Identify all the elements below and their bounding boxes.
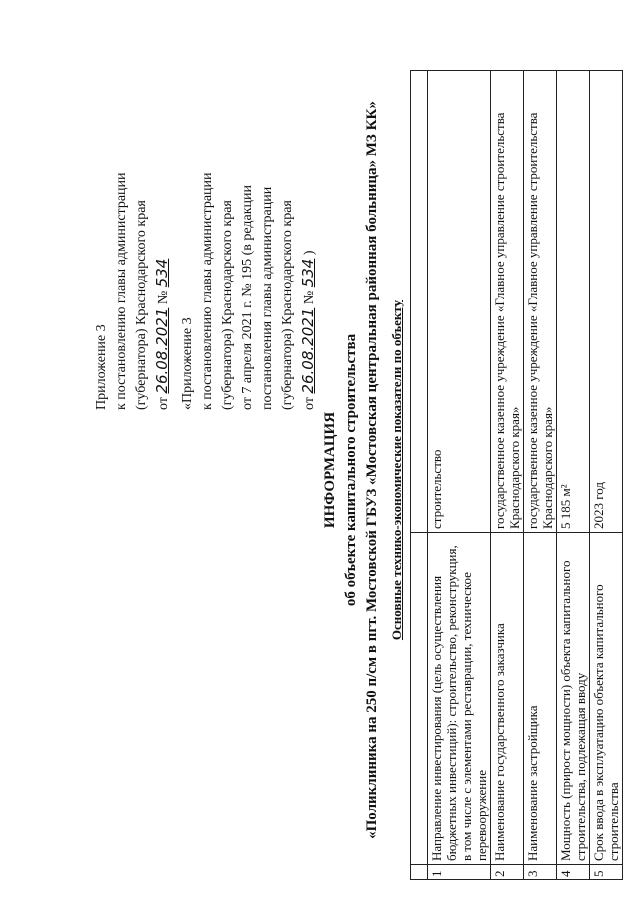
row-indicator: Мощность (прирост мощности) объекта капитального строительства, подлежащая вводу: [557, 533, 590, 865]
appendix-number-handwritten: 534: [153, 258, 171, 288]
table-row: [428, 71, 491, 880]
row-indicator: Направление инвестирования (цель осуществления бюджетных инвестиций): строительство, реконструкция, в том числе с элементами реставрации, техническое перевооружение: [428, 533, 491, 865]
appendix-title: Приложение 3: [94, 324, 109, 410]
quoted-appendix-line-4: постановления главы администрации: [260, 186, 275, 410]
heading-line-2: об объекте капитального строительства: [343, 333, 359, 607]
row-number: 3: [524, 865, 557, 880]
appendix-block: [92, 172, 174, 410]
table-row: [524, 71, 557, 880]
appendix-line-1: к постановлению главы администрации: [114, 172, 129, 410]
heading-line-3: «Поликлиника на 250 п/см в пгт. Мостовской ГБУЗ «Мостовская центральная районная больница» МЗ КК»: [364, 101, 380, 839]
indicators-table: [410, 70, 623, 880]
quoted-appendix-line-3: от 7 апреля 2021 г. № 195 (в редакции: [240, 184, 255, 410]
row-value: государственное казенное учреждение «Главное управление строительства Краснодарского края»: [491, 71, 524, 533]
appendix-date-line: от 26.08.2021 № 534: [153, 258, 171, 410]
quoted-appendix-date-line: от 26.08.2021 № 534 ): [299, 250, 317, 410]
document-title: [320, 75, 383, 865]
row-value: строительство: [428, 71, 491, 533]
quoted-appendix-line-5: (губернатора) Краснодарского края: [280, 200, 295, 410]
row-indicator: Наименование застройщика: [524, 533, 557, 865]
row-indicator: Срок ввода в эксплуатацию объекта капитального строительства: [590, 533, 623, 865]
row-number: 4: [557, 865, 590, 880]
row-number: 5: [590, 865, 623, 880]
row-value: государственное казенное учреждение «Главное управление строительства Краснодарского края»: [524, 71, 557, 533]
appendix-line-2: (губернатора) Краснодарского края: [134, 200, 149, 410]
quoted-appendix-line-2: (губернатора) Краснодарского края: [220, 200, 235, 410]
quoted-appendix-line-1: к постановлению главы администрации: [200, 172, 215, 410]
table-header-row: [411, 71, 428, 880]
table-row: [491, 71, 524, 880]
row-indicator: Наименование государственного заказчика: [491, 533, 524, 865]
row-value: 2023 год: [590, 71, 623, 533]
appendix-date-handwritten: 26.08.2021: [153, 307, 171, 394]
header-cell-indicator: [411, 533, 428, 865]
row-value: 5 185 м²: [557, 71, 590, 533]
row-number: 1: [428, 865, 491, 880]
table-row: [557, 71, 590, 880]
row-number: 2: [491, 865, 524, 880]
header-cell-value: [411, 71, 428, 533]
table-subtitle: Основные технико-экономические показатели по объекту: [389, 299, 404, 641]
quoted-appendix-number-handwritten: 534: [299, 258, 317, 288]
quoted-appendix-title: «Приложение 3: [180, 317, 195, 410]
quoted-appendix-date-handwritten: 26.08.2021: [299, 307, 317, 394]
heading-main: ИНФОРМАЦИЯ: [322, 411, 338, 529]
quoted-appendix-block: [178, 172, 320, 410]
header-cell-number: [411, 865, 428, 880]
table-row: [590, 71, 623, 880]
